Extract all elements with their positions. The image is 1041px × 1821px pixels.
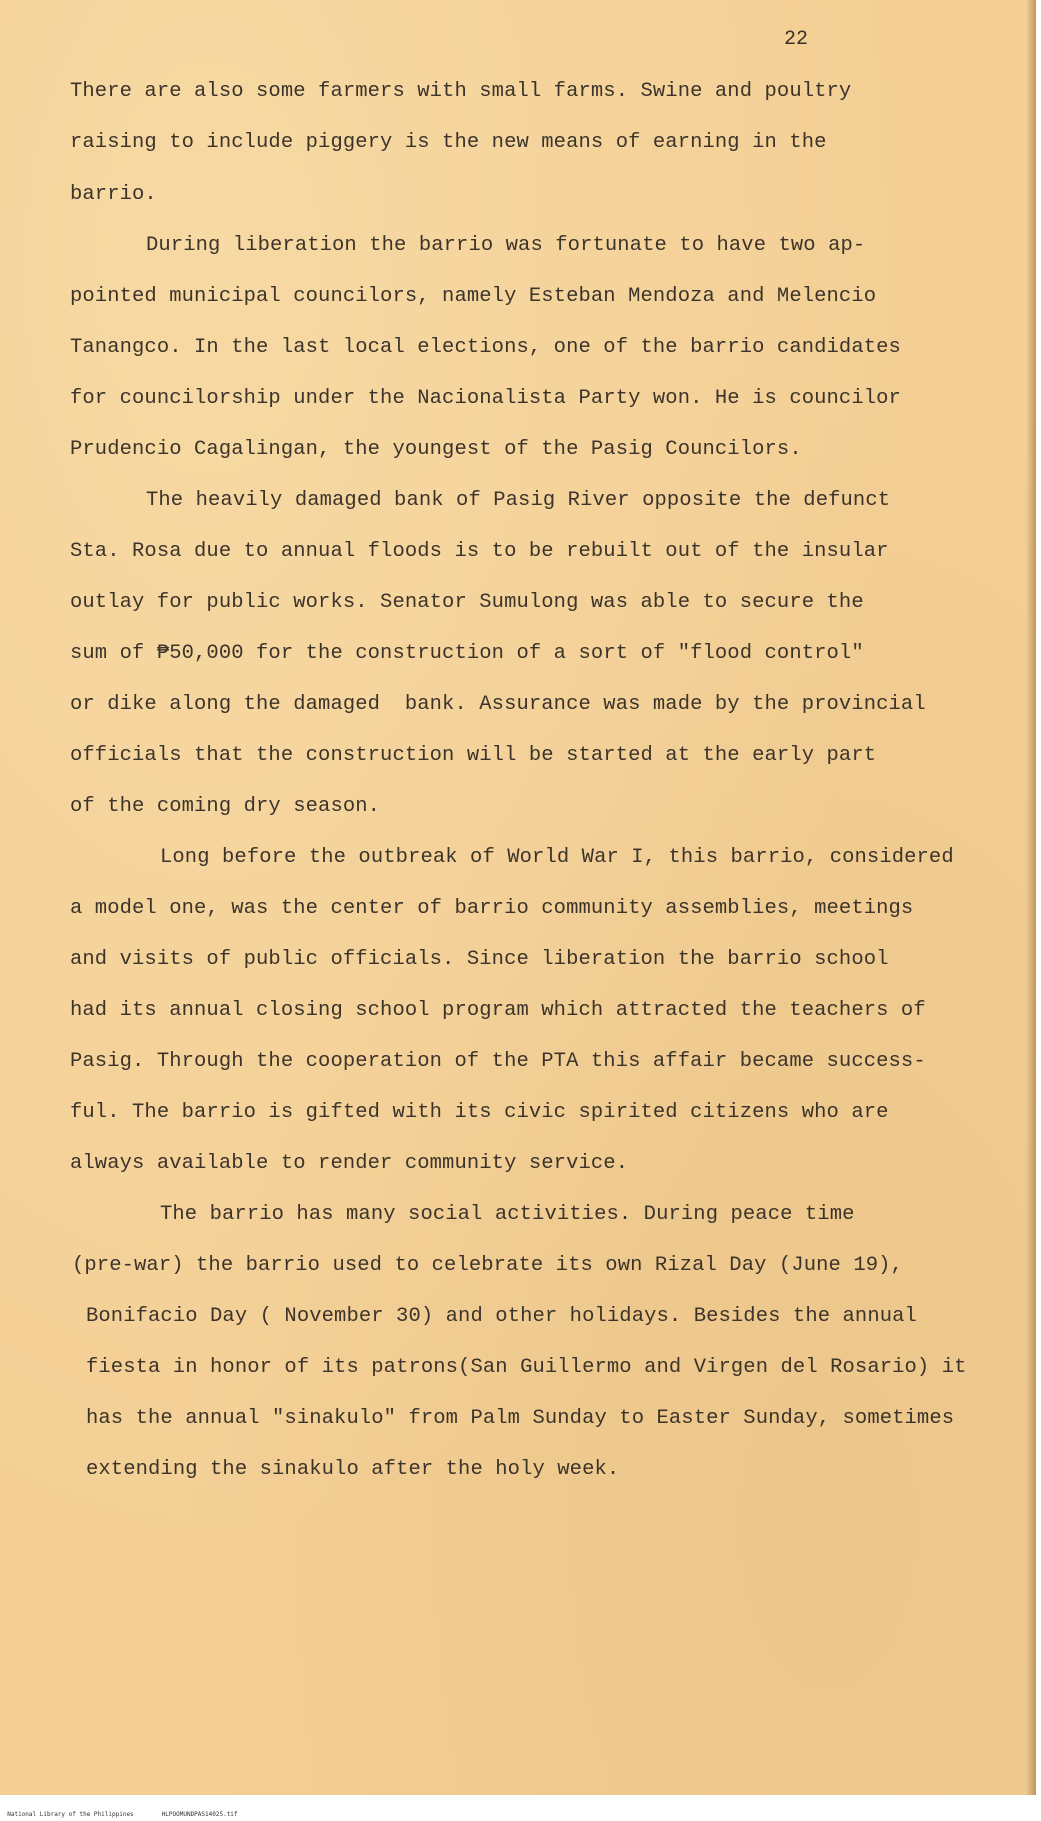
text-line: of the coming dry season. <box>70 795 381 818</box>
text-line: extending the sinakulo after the holy week. <box>86 1458 620 1481</box>
text-line: always available to render community service. <box>70 1152 629 1175</box>
text-line: Sta. Rosa due to annual floods is to be rebuilt out of the insular <box>70 540 889 563</box>
text-line: raising to include piggery is the new means of earning in the <box>70 131 827 154</box>
text-line: officials that the construction will be started at the early part <box>70 744 877 767</box>
text-line: Tanangco. In the last local elections, one of the barrio candidates <box>70 336 901 359</box>
text-line: outlay for public works. Senator Sumulong was able to secure the <box>70 591 864 614</box>
text-line: has the annual "sinakulo" from Palm Sunday to Easter Sunday, sometimes <box>86 1407 955 1430</box>
text-line: barrio. <box>70 183 157 206</box>
text-line: The barrio has many social activities. During peace time <box>160 1203 855 1226</box>
text-line: a model one, was the center of barrio community assemblies, meetings <box>70 897 914 920</box>
page-number: 22 <box>784 28 809 51</box>
text-line: Prudencio Cagalingan, the youngest of the Pasig Councilors. <box>70 438 802 461</box>
text-line: for councilorship under the Nacionalista Party won. He is councilor <box>70 387 901 410</box>
text-line: Long before the outbreak of World War I, this barrio, considered <box>160 846 954 869</box>
text-line: sum of ₱50,000 for the construction of a sort of "flood control" <box>70 642 864 665</box>
text-line: ful. The barrio is gifted with its civic spirited citizens who are <box>70 1101 889 1124</box>
text-line: The heavily damaged bank of Pasig River opposite the defunct <box>146 489 891 512</box>
footer-filename: HLPOOMUNDPAS14025.tif <box>161 1811 238 1818</box>
text-line: During liberation the barrio was fortunate to have two ap- <box>146 234 866 257</box>
text-line: pointed municipal councilors, namely Esteban Mendoza and Melencio <box>70 285 877 308</box>
text-line: had its annual closing school program which attracted the teachers of <box>70 999 926 1022</box>
text-line: or dike along the damaged bank. Assurance was made by the provincial <box>70 693 926 716</box>
text-line: Pasig. Through the cooperation of the PTA this affair became success- <box>70 1050 926 1073</box>
text-line: Bonifacio Day ( November 30) and other holidays. Besides the annual <box>86 1305 917 1328</box>
text-line: and visits of public officials. Since liberation the barrio school <box>70 948 889 971</box>
text-line: There are also some farmers with small farms. Swine and poultry <box>70 80 852 103</box>
text-line: fiesta in honor of its patrons(San Guillermo and Virgen del Rosario) it <box>86 1356 967 1379</box>
footer-library: National Library of the Philippines <box>7 1811 134 1818</box>
scan-footer <box>0 1795 1041 1818</box>
text-line: (pre-war) the barrio used to celebrate its own Rizal Day (June 19), <box>72 1254 903 1277</box>
